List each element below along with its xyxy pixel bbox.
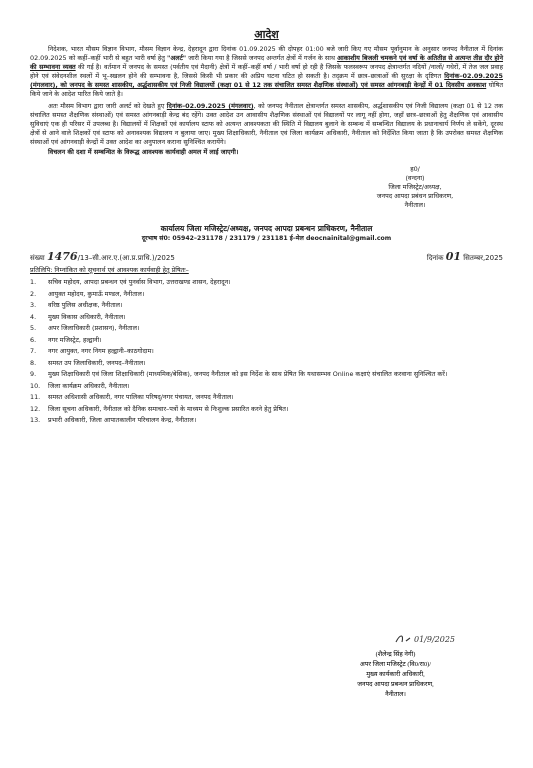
recipient-text: मुख्य विकास अधिकारी, नैनीताल। (48, 312, 126, 321)
reference-number (30, 251, 175, 264)
recipient-item (30, 336, 503, 345)
para1-emphasis-lightning: आकाशीय बिजली चमकने एवं वर्षा के अतितीव्र से अत्यन्त तीव्र दौर होने की सम्भावना व्यक्त (30, 54, 504, 72)
adm-designation-2: मुख्य कार्यकारी अधिकारी, (366, 671, 425, 678)
adm-designation-3: जनपद आपदा प्रबन्धन प्राधिकरण, (357, 681, 434, 688)
recipient-item (30, 313, 503, 322)
recipient-item (30, 347, 503, 356)
signatory-name: (वन्दना) (405, 174, 425, 183)
recipient-number: 4. (30, 312, 37, 321)
recipient-item (30, 393, 503, 402)
recipient-text: समस्त उप जिलाधिकारी, जनपद–नैनीताल। (48, 358, 146, 367)
para1-emphasis-holiday: दिनांक–02.09.2025 (मंगलवार), को जनपद के समस्त शासकीय, अर्द्धशासकीय एवं निजी विद्यालयों (कक्षा 01 से 12 तक संचालित समस्त शैक्षणिक संस्थाओं) एवं समस्त आंगनबाड़ी केन्द्रों में 01 दिवसीय अवकाश (30, 72, 503, 90)
recipient-text: नगर मजिस्ट्रेट, हल्द्वानी। (48, 335, 102, 344)
recipient-text: मुख्य शिक्षाधिकारी एवं जिला शिक्षाधिकारी (माध्यमिक/बेसिक), जनपद नैनीताल को इस निर्देश के साथ प्रेषित कि यथासम्भव Online कक्षाएं संचालित करवाना सुनिश्चित करें। (48, 370, 448, 379)
recipient-number: 9. (30, 370, 37, 379)
recipient-text: वरिष्ठ पुलिस अधीक्षक, नैनीताल। (48, 301, 123, 310)
recipient-item (30, 359, 503, 368)
recipient-item (30, 301, 503, 310)
adm-place: नैनीताल। (385, 691, 406, 698)
signed-mark: ह0/ (410, 165, 420, 174)
para2-text-1: अतः मौसम विभाग द्वारा जारी अलर्ट को देखते हुए (48, 101, 167, 110)
office-contact: दूरभाष सं0: 05942–231178 / 231179 / 231181 ई–मेल deocnainital@gmail.com (141, 235, 392, 243)
recipient-text: आयुक्त महोदय, कुमाऊँ मण्डल, नैनीताल। (48, 289, 145, 298)
para2-date: दिनांक–02.09.2025 (मंगलवार) (166, 101, 254, 110)
recipient-text: जिला सूचना अधिकारी, नैनीताल को दैनिक समाचार–पत्रों के माध्यम से निःशुल्क प्रसारित करने हेतु प्रेषित। (48, 404, 289, 413)
para1-text-3: जारी किया गया है जिससे जनपद अन्तर्गत क्षेत्रों में गर्जन के साथ (186, 54, 338, 63)
order-paragraph-2 (30, 102, 503, 147)
recipient-item (30, 416, 503, 425)
recipient-number: 3. (30, 301, 37, 310)
recipient-number: 8. (30, 358, 37, 367)
recipient-item (30, 290, 503, 299)
adm-designation-1: अपर जिला मजिस्ट्रेट (वि0/रा0)/ (359, 661, 432, 668)
order-paragraph-1 (30, 45, 503, 100)
recipient-item (30, 382, 503, 391)
recipient-number: 10. (30, 381, 41, 390)
recipient-text: सचिव महोदय, आपदा प्रबन्धन एवं पुनर्वास विभाग, उत्तराखण्ड शासन, देहरादून। (48, 278, 231, 287)
adm-name: (शैलेन्द्र सिंह नेगी) (375, 651, 416, 658)
para2-text-3: , को जनपद नैनीताल क्षेत्रान्तर्गत समस्त शासकीय, अर्द्धशासकीय एवं निजी विद्यालय (कक्षा 01 से 12 तक संचालित समस्त शैक्षणिक संस्थाओं) एवं समस्त आंगनबाड़ी केन्द्र बंद रहेंगे। उक्त आदेश उन आवासीय शैक्षणिक संस्थाओं एवं विद्यालयों पर लागू नहीं होगा, जहाँ छात्र–छात्राओं हेतु शैक्षणिक एवं आवासीय सुविधाएं एक ही परिसर में उपलब्ध है। विद्यालयों में शिक्षकों एवं कार्यालय स्टाफ को अत्यन्त आवश्यकता की स्थिति में विद्यालय बुलाने के सम्बन्ध में सम्बन्धित विद्यालय के प्रधानाचार्य निर्णय ले सकेंगे, दूरस्थ क्षेत्रों से आने वाले शिक्षकों एवं स्टाफ को अनावश्यक विद्यालय न बुलाया जाए। मुख्य शिक्षाधिकारी, नैनीताल एवं जिला कार्यक्रम अधिकारी, नैनीताल को निर्देशित किया जाता है कि उपरोक्त समस्त शैक्षणिक संस्थाओं एवं आंगनवाड़ी केन्द्रों में उक्त आदेश का अनुपालन कराना सुनिश्चित करायेंगे। (30, 101, 503, 146)
signature-block-adm (318, 650, 473, 700)
date-prefix: दिनांक (426, 254, 444, 263)
recipient-number: 5. (30, 324, 37, 333)
recipient-number: 6. (30, 335, 37, 344)
recipient-number: 7. (30, 347, 37, 356)
para1-alert: "अलर्ट" (167, 54, 187, 63)
warning-line: विचलन की दशा में सम्बन्धित के विरूद्ध आवश्यक कार्यवाही अमल में लाई जाएगी। (48, 148, 239, 157)
recipient-number: 11. (30, 393, 41, 402)
recipient-text: अपर जिलाधिकारी (प्रशासन), नैनीताल। (48, 324, 140, 333)
para1-text-5: की गई है। वर्तमान में जनपद के समस्त (पर्वतीय एवं मैदानी) क्षेत्रों में कहीं–कहीं वर्षा / भारी वर्षा हो रही है जिसके फलस्वरूप जनपद क्षेत्रान्तर्गत नदियों /नालों/ गधेरों, में तेज जल प्रवाह होने एवं संवेदनशील स्थलों में भू–स्खलन होने की सम्भावना है, जिससे किसी भी प्रकार की अप्रिय घटना घटित हो सकती है। तद्‌क्रम में छात्र–छात्राओं की सुरक्षा के दृष्टिगत (30, 63, 503, 81)
office-heading: कार्यालय जिला मजिस्ट्रेट/अध्यक्ष, जनपद आपदा प्रबन्धन प्राधिकरण, नैनीताल (160, 224, 373, 234)
reference-line (30, 251, 503, 264)
recipient-text: नगर आयुक्त, नगर निगम हल्द्वानी–काठगोदाम। (48, 347, 154, 356)
reference-prefix: संख्या (30, 254, 45, 263)
recipient-text: जिला कार्यक्रम अधिकारी, नैनीताल। (48, 381, 130, 390)
recipient-item (30, 278, 503, 287)
para1-text-7: घोषित किये जाने के आदेश पारित किये जाते है। (30, 81, 503, 99)
handwritten-signature (392, 630, 482, 648)
recipient-number: 13. (30, 416, 41, 425)
recipient-text: प्रभारी अधिकारी, जिला आपातकालीन परिचालन केन्द्र, नैनीताल। (48, 416, 197, 425)
signatory-place: नैनीताल। (404, 201, 426, 210)
reference-suffix: /13–सी.आर.ए.(आ.प्र.प्राधि.)/2025 (77, 254, 175, 263)
recipient-item (30, 405, 503, 414)
document-title: आदेश (254, 28, 279, 41)
signature-block-dm (345, 165, 485, 210)
recipient-text: समस्त अधिशासी अधिकारी, नगर पालिका परिषद्/नगर पंचायत, जनपद नैनीताल। (48, 393, 234, 402)
recipient-number: 2. (30, 289, 37, 298)
reference-handwritten-number: 1476 (46, 250, 78, 264)
recipient-item (30, 370, 503, 379)
recipient-number: 1. (30, 278, 37, 287)
signatory-designation-1: जिला मजिस्ट्रेट/अध्यक्ष, (388, 183, 442, 192)
para1-text-1: निदेशक, भारत मौसम विज्ञान विभाग, मौसम विज्ञान केन्द्र, देहरादून द्वारा दिनांक 01.09.2025 की दोपहर 01:00 बजे जारी किए गए मौसम पूर्वानुमान के अनुसार जनपद नैनीताल में दिनांक 02.09.2025 को कहीं–कहीं भारी से बहुत भारी वर्षा हेतु (30, 45, 503, 63)
reference-date (427, 251, 503, 264)
date-suffix: सितम्बर,2025 (463, 254, 503, 263)
date-handwritten: 01 (445, 250, 462, 264)
copy-to-heading: प्रतिलिपि: निम्नांकित को सूचनार्थ एवं आवश्यक कार्यवाही हेतु प्रेषितः– (30, 266, 189, 275)
recipient-number: 12. (30, 404, 41, 413)
signature-date-scribble: 01/9/2025 (414, 635, 456, 644)
signatory-designation-2: जनपद आपदा प्रबंधन प्राधिकरण, (376, 192, 454, 201)
recipient-item (30, 324, 503, 333)
recipient-list (30, 278, 503, 425)
